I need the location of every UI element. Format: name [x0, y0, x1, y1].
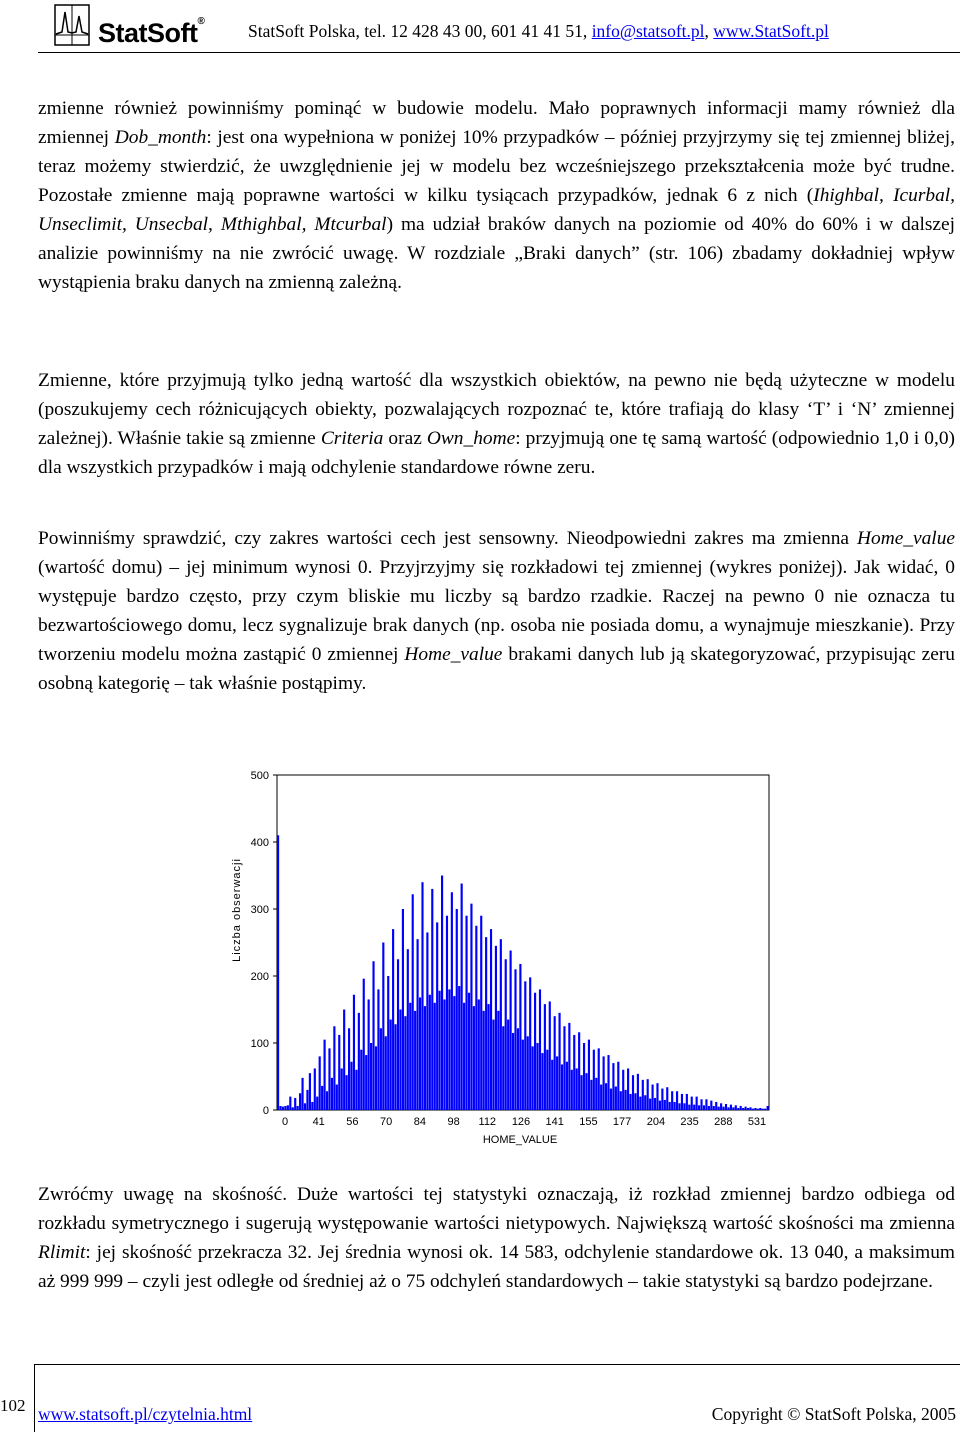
- histogram-bar: [541, 1053, 543, 1110]
- histogram-bar: [563, 1026, 565, 1110]
- histogram-bar: [754, 1108, 756, 1110]
- histogram-bar: [740, 1106, 742, 1110]
- histogram-bar: [752, 1109, 754, 1110]
- histogram-bar: [583, 1043, 585, 1110]
- histogram-bar: [424, 1006, 426, 1110]
- page-header: [38, 0, 960, 50]
- histogram-bar: [652, 1085, 654, 1110]
- histogram-bar: [465, 916, 467, 1110]
- histogram-bar: [282, 1107, 284, 1110]
- histogram-bar: [732, 1107, 734, 1110]
- histogram-bar: [333, 1026, 335, 1110]
- histogram-bar: [539, 989, 541, 1110]
- histogram-bar: [475, 926, 477, 1110]
- histogram-bar: [514, 969, 516, 1110]
- histogram-bar: [708, 1106, 710, 1110]
- histogram-bar: [561, 1064, 563, 1110]
- histogram-bar: [693, 1105, 695, 1110]
- histogram-bar: [355, 1070, 357, 1110]
- histogram-bar: [554, 1016, 556, 1110]
- histogram-bar: [399, 1010, 401, 1111]
- histogram-bar: [669, 1102, 671, 1110]
- histogram-bar: [353, 995, 355, 1110]
- histogram-bar: [380, 1028, 382, 1110]
- histogram-bar: [593, 1050, 595, 1110]
- histogram-bar: [566, 1062, 568, 1110]
- histogram-bar: [343, 1010, 345, 1111]
- histogram-bar: [439, 991, 441, 1110]
- page-number: 102: [0, 1396, 26, 1415]
- histogram-bar: [311, 1102, 313, 1110]
- y-axis-label: Liczba obserwacji: [231, 858, 243, 962]
- histogram-bar: [289, 1097, 291, 1110]
- histogram-bar: [429, 995, 431, 1110]
- histogram-bar: [705, 1099, 707, 1110]
- histogram-bar: [336, 1085, 338, 1110]
- histogram-bar: [365, 1055, 367, 1110]
- histogram-bar: [674, 1102, 676, 1110]
- histogram-bar: [297, 1106, 299, 1110]
- x-tick-label: 288: [714, 1116, 733, 1128]
- histogram-bar: [375, 1046, 377, 1110]
- y-tick-label: 200: [250, 971, 269, 983]
- histogram-bar: [299, 1093, 301, 1110]
- histogram-bar: [607, 1055, 609, 1110]
- histogram-bar: [316, 1097, 318, 1110]
- footer-link[interactable]: www.statsoft.pl/czytelnia.html: [38, 1404, 253, 1424]
- histogram-bar: [279, 1106, 281, 1110]
- histogram-bar: [397, 959, 399, 1110]
- x-axis-label: HOME_VALUE: [482, 1134, 558, 1146]
- histogram-bar: [715, 1102, 717, 1110]
- histogram-bar: [581, 1075, 583, 1110]
- histogram-bar: [764, 1109, 766, 1110]
- histogram-bar: [730, 1105, 732, 1110]
- histogram-bar: [319, 1056, 321, 1110]
- histogram-bar: [703, 1105, 705, 1110]
- histogram-bar: [661, 1089, 663, 1110]
- histogram-bar: [710, 1101, 712, 1110]
- x-tick-label: 70: [379, 1116, 393, 1128]
- histogram-bar: [431, 889, 433, 1110]
- histogram-bar: [637, 1074, 639, 1110]
- histogram-bar: [571, 1070, 573, 1110]
- x-tick-label: 531: [747, 1116, 767, 1128]
- histogram-bar: [277, 835, 279, 1110]
- histogram-bar: [480, 916, 482, 1110]
- histogram-bar: [762, 1109, 764, 1110]
- histogram-bar: [409, 1003, 411, 1110]
- histogram-bar: [671, 1091, 673, 1110]
- histogram-bar: [605, 1083, 607, 1110]
- paragraph-constant-variables: Zmienne, które przyjmują tylko jedną wartość dla wszystkich obiektów, na pewno nie będą użyteczne w modelu (poszukujemy cech różnicujących obiekty, pozwalających rozpoznać te, które trafiają do klasy ‘T’ i ‘N’ zmiennej zależnej). Właśnie takie są zmienne Criteria oraz Own_home: przyjmują one tę samą wartość (odpowiednio 1,0 i 0,0) dla wszystkich przypadków i mają odchylenie standardowe równe zeru.: [38, 370, 956, 478]
- histogram-bar: [664, 1100, 666, 1110]
- histogram-bar: [370, 1043, 372, 1110]
- histogram-bar: [434, 1003, 436, 1110]
- histogram-bar: [490, 929, 492, 1110]
- histogram-bar: [346, 1075, 348, 1110]
- header-email-link[interactable]: info@statsoft.pl: [591, 21, 705, 41]
- histogram-bar: [348, 1028, 350, 1110]
- histogram-bar: [654, 1098, 656, 1110]
- histogram-bar: [512, 1033, 514, 1110]
- histogram-bar: [725, 1104, 727, 1110]
- histogram-bar: [495, 946, 497, 1110]
- histogram-bar: [301, 1078, 303, 1110]
- histogram-bar: [338, 1035, 340, 1110]
- histogram-bar: [421, 882, 423, 1110]
- histogram-bar: [522, 1040, 524, 1110]
- y-tick-label: 400: [250, 837, 269, 849]
- footer-divider: [34, 1364, 960, 1365]
- histogram-bar: [686, 1094, 688, 1110]
- histogram-bar: [358, 1013, 360, 1110]
- histogram-bar: [306, 1090, 308, 1110]
- histogram-bar: [517, 1028, 519, 1110]
- x-tick-label: 0: [281, 1116, 289, 1128]
- histogram-bar: [500, 939, 502, 1110]
- histogram-bar: [691, 1097, 693, 1110]
- histogram-bar: [612, 1063, 614, 1110]
- y-tick-label: 300: [250, 904, 269, 916]
- x-tick-label: 112: [478, 1116, 497, 1128]
- histogram-bar: [620, 1091, 622, 1110]
- histogram-bar: [588, 1040, 590, 1110]
- histogram-bar: [527, 1036, 529, 1110]
- histogram-bar: [417, 939, 419, 1110]
- histogram-bar: [745, 1107, 747, 1110]
- histogram-bar: [502, 1026, 504, 1110]
- histogram-bar: [328, 1048, 330, 1110]
- histogram-bar: [390, 1020, 392, 1110]
- histogram-bar: [385, 1036, 387, 1110]
- histogram-bar: [331, 1078, 333, 1110]
- histogram-bar: [625, 1090, 627, 1110]
- histogram-bar: [678, 1103, 680, 1110]
- histogram-bar: [634, 1093, 636, 1110]
- histogram-bar: [392, 929, 394, 1110]
- histogram-bar: [659, 1101, 661, 1110]
- histogram-bar: [598, 1048, 600, 1110]
- histogram-bar: [627, 1068, 629, 1110]
- histogram-bar: [446, 916, 448, 1110]
- statsoft-logo: [54, 4, 269, 48]
- histogram-bar: [448, 989, 450, 1110]
- paragraph-skewness: Zwróćmy uwagę na skośność. Duże wartości tej statystyki oznaczają, iż rozkład zmiennej bardzo odbiega od rozkładu symetrycznego i sugerują występowanie wartości nietypowych. Największą wartość skośności ma zmienna Rlimit: jej skośność przekracza 32. Jej średnia wynosi ok. 14 583, odchylenie standardowe ok. 13 040, a maksimum aż 999 999 – czyli jest odległe od średniej aż o 75 odchyleń standardowych – takie statystyki są bardzo podejrzane.: [38, 1184, 955, 1292]
- histogram-bar: [742, 1108, 744, 1110]
- header-divider: [38, 52, 960, 53]
- histogram-bar: [722, 1107, 724, 1110]
- histogram-bar: [473, 1006, 475, 1110]
- x-tick-label: 84: [413, 1116, 427, 1128]
- histogram-bar: [402, 909, 404, 1110]
- histogram-bar: [468, 993, 470, 1110]
- home-value-histogram: [210, 745, 780, 1155]
- histogram-bar: [681, 1094, 683, 1110]
- histogram-bar: [718, 1107, 720, 1110]
- histogram-bar: [372, 961, 374, 1110]
- histogram-bar: [492, 1020, 494, 1110]
- histogram-bar: [407, 949, 409, 1110]
- histogram-bar: [556, 1056, 558, 1110]
- x-tick-label: 204: [646, 1116, 666, 1128]
- histogram-bar: [573, 1035, 575, 1110]
- histogram-bar: [737, 1108, 739, 1110]
- histogram-bar: [436, 922, 438, 1110]
- x-tick-label: 177: [612, 1116, 632, 1128]
- paragraph-missing-data: zmienne również powinniśmy pominąć w budowie modelu. Mało poprawnych informacji mamy również dla zmiennej Dob_month: jest ona wypełniona w poniżej 10% przypadków – później przyjrzymy się tej zmiennej bliżej, teraz możemy stwierdzić, że uwzględnienie jej w modelu bez wcześniejszego przekształcenia może być trudne. Pozostałe zmienne mają poprawne wartości w kilku tysiącach przypadków, jednak 6 z nich (Ihighbal, Icurbal, Unseclimit, Unsecbal, Mthighbal, Mtcurbal) ma udział braków danych na poziomie od 40% do 60% i w dalszej analizie powinniśmy na nie zwrócić uwagę. W rozdziale „Braki danych” (str. 106) zbadamy dokładniej wpływ wystąpienia braku danych na zmienną zależną.: [38, 98, 956, 293]
- y-tick-label: 0: [262, 1105, 269, 1117]
- histogram-bar: [483, 1011, 485, 1110]
- histogram-bar: [585, 1073, 587, 1110]
- histogram-bar: [324, 1040, 326, 1110]
- histogram-bar: [546, 1050, 548, 1110]
- histogram-bar: [309, 1073, 311, 1110]
- histogram-bar: [350, 1062, 352, 1110]
- histogram-bar: [644, 1095, 646, 1110]
- histogram-bar: [647, 1079, 649, 1110]
- footer-page-divider: [34, 1364, 35, 1432]
- histogram-bar: [387, 976, 389, 1110]
- y-tick-label: 500: [250, 770, 269, 782]
- histogram-bar: [294, 1098, 296, 1110]
- histogram-bar: [443, 999, 445, 1110]
- footer-copyright: Copyright © StatSoft Polska, 2005: [711, 1404, 956, 1424]
- histogram-bar: [688, 1105, 690, 1110]
- histogram-bar: [419, 997, 421, 1110]
- histogram-bar: [632, 1075, 634, 1110]
- histogram-bar: [414, 1011, 416, 1110]
- histogram-bar: [463, 1003, 465, 1110]
- histogram-bar: [578, 1032, 580, 1110]
- histogram-bar: [470, 904, 472, 1110]
- histogram-bar: [451, 892, 453, 1110]
- histogram-bar: [639, 1097, 641, 1110]
- histogram-bar: [568, 1023, 570, 1110]
- statsoft-logo-mark-icon: [54, 4, 90, 46]
- histogram-bar: [629, 1094, 631, 1110]
- histogram-bar: [368, 999, 370, 1110]
- histogram-bar: [747, 1108, 749, 1110]
- histogram-bar: [759, 1108, 761, 1110]
- histogram-bar: [453, 996, 455, 1110]
- histogram-bar: [488, 1004, 490, 1110]
- histogram-bar: [458, 986, 460, 1110]
- histogram-bar: [749, 1107, 751, 1110]
- histogram-bar: [610, 1089, 612, 1110]
- histogram-bar: [720, 1103, 722, 1110]
- histogram-bar: [656, 1083, 658, 1110]
- histogram-bar: [485, 937, 487, 1110]
- histogram-bar: [510, 951, 512, 1110]
- histogram-bar: [478, 999, 480, 1110]
- x-tick-label: 235: [680, 1116, 699, 1128]
- histogram-bar: [696, 1097, 698, 1110]
- histogram-bar: [617, 1062, 619, 1110]
- histogram-bar: [603, 1056, 605, 1110]
- histogram-bar: [360, 1050, 362, 1110]
- histogram-bar: [534, 993, 536, 1110]
- histogram-bar: [700, 1099, 702, 1110]
- histogram-bar: [287, 1105, 289, 1110]
- histogram-bar: [505, 959, 507, 1110]
- histogram-bar: [321, 1086, 323, 1110]
- histogram-bar: [622, 1070, 624, 1110]
- histogram-bar: [735, 1105, 737, 1110]
- histogram-bar: [394, 1024, 396, 1110]
- histogram-bar: [461, 884, 463, 1110]
- x-tick-label: 155: [579, 1116, 598, 1128]
- histogram-bar: [551, 1060, 553, 1110]
- histogram-svg: [210, 745, 780, 1155]
- histogram-bar: [698, 1105, 700, 1110]
- histogram-bar: [666, 1087, 668, 1110]
- histogram-bar: [600, 1085, 602, 1110]
- x-tick-label: 126: [511, 1116, 531, 1128]
- paragraph-value-range: Powinniśmy sprawdzić, czy zakres wartości cech jest sensowny. Nieodpowiedni zakres ma zmienna Home_value (wartość domu) – jej minimum wynosi 0. Przyjrzyjmy się rozkładowi tej zmiennej (wykres poniżej). Jak widać, 0 występuje bardzo często, przy czym bliskie mu liczby są bardzo rzadkie. Raczej na pewno 0 nie oznacza tu bezwartościowego domu, lecz sygnalizuje brak danych (np. osoba nie posiada domu, a wynajmuje mieszkanie). Przy tworzeniu modelu można zastąpić 0 zmiennej Home_value brakami danych lub ją skategoryzować, przypisując zeru osobną kategorię – tak właśnie postąpimy.: [38, 528, 955, 694]
- histogram-bar: [382, 943, 384, 1111]
- x-tick-label: 41: [312, 1116, 325, 1128]
- histogram-bar: [341, 1068, 343, 1110]
- histogram-bar: [519, 964, 521, 1110]
- logo-wordmark: StatSoft®: [98, 16, 205, 48]
- histogram-bar: [441, 876, 443, 1111]
- histogram-bar: [757, 1109, 759, 1110]
- header-contact: StatSoft Polska, tel. 12 428 43 00, 601 41 41 51, info@statsoft.pl, www.StatSoft.pl: [248, 21, 829, 41]
- histogram-bar: [304, 1103, 306, 1110]
- histogram-bar: [456, 909, 458, 1110]
- histogram-bar: [727, 1107, 729, 1110]
- histogram-bar: [642, 1080, 644, 1110]
- y-tick-label: 100: [250, 1038, 269, 1050]
- histogram-bar: [536, 1043, 538, 1110]
- histogram-bar: [558, 1013, 560, 1110]
- histogram-bar: [404, 1016, 406, 1110]
- histogram-bar: [524, 981, 526, 1110]
- histogram-bar: [590, 1080, 592, 1110]
- histogram-bar: [363, 979, 365, 1110]
- histogram-bar: [676, 1091, 678, 1110]
- histogram-bar: [377, 989, 379, 1110]
- histogram-bar: [314, 1068, 316, 1110]
- x-tick-label: 98: [447, 1116, 460, 1128]
- histogram-bar: [549, 1001, 551, 1110]
- histogram-bar: [649, 1099, 651, 1110]
- histogram-bar: [544, 1004, 546, 1110]
- histogram-bar: [507, 1020, 509, 1110]
- histogram-bar: [326, 1091, 328, 1110]
- histogram-bar: [284, 1106, 286, 1110]
- histogram-bar: [576, 1068, 578, 1110]
- header-contact-text: StatSoft Polska, tel. 12 428 43 00, 601 41 41 51,: [248, 21, 592, 41]
- header-website-link[interactable]: www.StatSoft.pl: [713, 21, 829, 41]
- histogram-bar: [713, 1106, 715, 1110]
- histogram-bar: [595, 1078, 597, 1110]
- histogram-bar: [532, 1046, 534, 1110]
- histogram-bar: [292, 1107, 294, 1110]
- histogram-bar: [412, 894, 414, 1110]
- histogram-bar: [615, 1087, 617, 1110]
- histogram-bar: [497, 1011, 499, 1110]
- x-tick-label: 141: [545, 1116, 564, 1128]
- histogram-bar: [767, 1106, 769, 1110]
- histogram-bar: [683, 1103, 685, 1110]
- x-tick-label: 56: [346, 1116, 359, 1128]
- histogram-bar: [426, 932, 428, 1110]
- histogram-bar: [529, 977, 531, 1110]
